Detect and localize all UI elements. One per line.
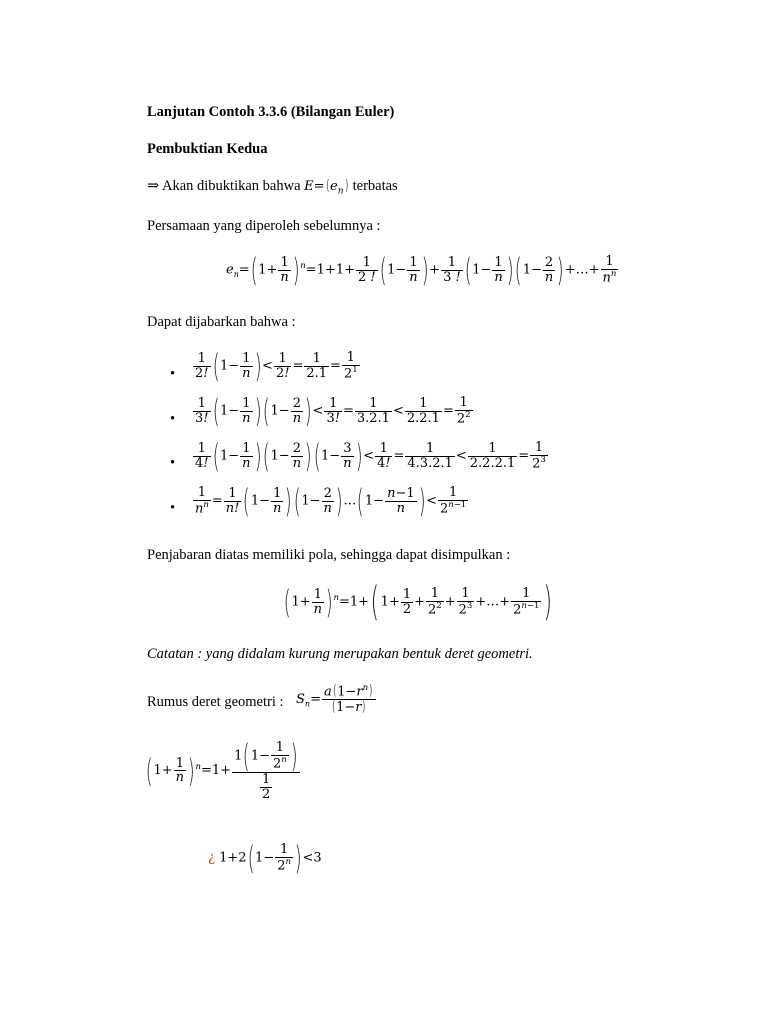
claim-text-before: Akan dibuktikan bahwa: [161, 178, 301, 194]
inequality-general: $\frac{1}{n^n}$ = $\frac{1}{n!}$ (1− $\frac{1}{n}$ )(1− $\frac{2}{n}$ )…(1− $\frac{n-1}{n}$ )< $\frac{1}{2^{n-1}}$: [195, 482, 467, 520]
claim-line: [147, 178, 398, 197]
inequality-1: $\frac{1}{2!}$ (1− $\frac{1}{n}$ )< $\frac{1}{2!}$ = $\frac{1}{2.1}$ = $\frac{1}{2^1}$: [195, 347, 358, 385]
claim-text-after: terbatas: [352, 178, 398, 194]
symbol-inverted-question: ¿: [208, 850, 215, 866]
inequality-2: $\frac{1}{3!}$ (1− $\frac{1}{n}$ )(1− $\frac{2}{n}$ )< $\frac{1}{3!}$ = $\frac{1}{3.2.1}$ < $\frac{1}{2.2.1}$ = $\frac{1}{2^2}$: [195, 392, 471, 430]
equation-conclusion: (1+ $\frac{1}{n}$ )$^n$=1+( 1+ $\frac{1}{2}$ + $\frac{1}{2^2}$ + $\frac{1}{2^3}$ +…+ $\frac{1}{2^{n-1}}$ ): [283, 579, 553, 625]
bullet: •: [170, 366, 176, 382]
rumus-text: Rumus deret geometri :: [147, 694, 284, 710]
dapat-text: Dapat dijabarkan bahwa :: [147, 314, 296, 330]
page-title: Lanjutan Contoh 3.3.6 (Bilangan Euler): [147, 104, 395, 120]
geometric-series-formula: $S_n=$ $\frac{a(1-r^n)}{(1-r)}$: [296, 684, 377, 715]
implies-arrow-icon: ⇒: [147, 178, 160, 194]
claim-formula: $E=(e_n)$: [304, 178, 348, 197]
bullet: •: [170, 455, 176, 471]
inequality-3: $\frac{1}{4!}$ (1− $\frac{1}{n}$ )(1− $\frac{2}{n}$ )(1− $\frac{3}{n}$ )< $\frac{1}{4!}$ = $\frac{1}{4.3.2.1}$ < $\frac{1}{2.2.2.1}$ = $\frac{1}{2^3}$: [195, 437, 546, 475]
section-subtitle: Pembuktian Kedua: [147, 141, 268, 157]
catatan-text: Catatan : yang didalam kurung merupakan bentuk deret geometri.: [147, 646, 533, 662]
equation-en-expansion: $e_n=(1+$ $\frac{1}{n}$ )$^n$=1+1+ $\frac{1}{2 !}$ (1− $\frac{1}{n}$ )+ $\frac{1}{3 !}$ (1− $\frac{1}{n}$ )(1− $\frac{2}{n}$ )+…+ $\frac{1}{n^n}$: [226, 251, 617, 289]
persamaan-text: Persamaan yang diperoleh sebelumnya :: [147, 218, 381, 234]
equation-substitution: (1+ $\frac{1}{n}$ )$^n$=1+ 1(1− $\frac{1}{2^n}$ ) $\frac{1}{2}$: [145, 740, 301, 801]
equation-final: ¿ 1+2(1− $\frac{1}{2^n}$ )<3: [208, 839, 322, 877]
bullet: •: [170, 411, 176, 427]
bullet: •: [170, 500, 176, 516]
pola-text: Penjabaran diatas memiliki pola, sehingga dapat disimpulkan :: [147, 547, 511, 563]
